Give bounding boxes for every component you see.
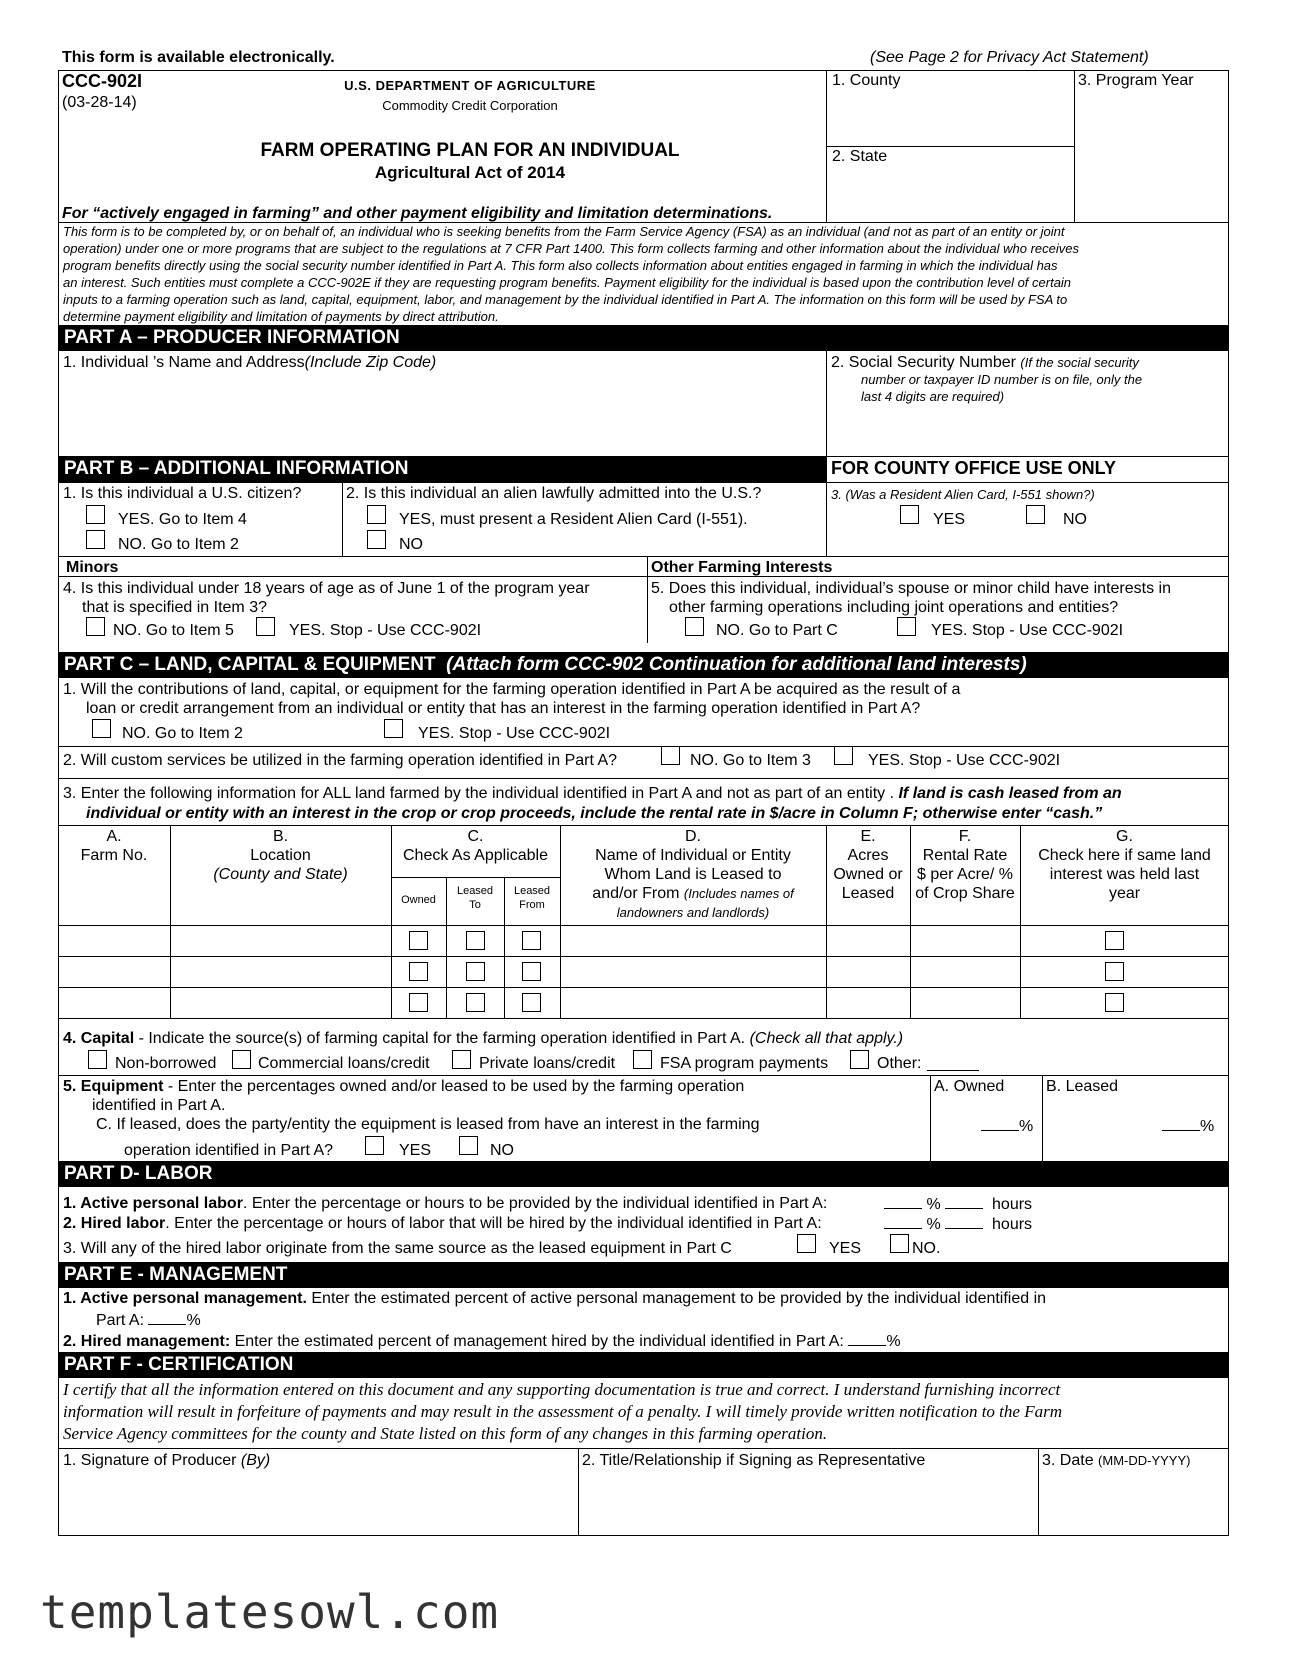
q-custom-services: 2. Will custom services be utilized in the farming operation identified in Part A? — [63, 752, 618, 769]
card-yes-checkbox[interactable] — [900, 505, 919, 524]
col-c-leased-from: Leased From — [513, 885, 551, 911]
q-active-labor: 1. Active personal labor. Enter the percentage or hours to be provided by the individual identified in Part A: — [63, 1195, 828, 1212]
intro-line-1: This form is to be completed by, or on behalf of, an individual who is seeking benefits from the Farm Service Agency (FSA) as an individual (and not as part of an entity or joint — [63, 224, 1065, 239]
labor-source-no-label: NO. — [912, 1240, 941, 1257]
agency-name: U.S. DEPARTMENT OF AGRICULTURE — [344, 78, 596, 93]
part-e-heading: PART E - MANAGEMENT — [59, 1262, 1228, 1288]
q-active-management: 1. Active personal management. Enter the estimated percent of active personal management to be provided by the individual identified in — [63, 1290, 1047, 1307]
col-b-note: (County and State) — [213, 866, 348, 883]
labor-source-yes-checkbox[interactable] — [797, 1234, 816, 1253]
intro-line-3: program benefits directly using the social security number identified in Part A. This form also collects information about entities engaged in farming in which the individual has — [63, 258, 1058, 273]
q-equipment-2: identified in Part A. — [92, 1097, 226, 1114]
form-subtitle: Agricultural Act of 2014 — [374, 163, 566, 182]
custom-no-checkbox[interactable] — [661, 746, 680, 765]
q-loan-1: 1. Will the contributions of land, capital, or equipment for the farming operation identified in Part A be acquired as the result of a — [63, 681, 961, 698]
col-d-note: landowners and landlords) — [616, 905, 770, 920]
part-f-heading: PART F - CERTIFICATION — [59, 1352, 1228, 1378]
capital-other-checkbox[interactable] — [850, 1050, 869, 1069]
minor-no-label: NO. Go to Item 5 — [113, 622, 234, 639]
form-date: (03-28-14) — [62, 94, 137, 111]
capital-fsa-checkbox[interactable] — [633, 1050, 652, 1069]
active-management-input[interactable]: Part A: % — [96, 1312, 201, 1329]
intro-line-4: an interest. Such entities must complete a CCC-902E if they are requesting program benefits. Payment eligibility for the individual is based upon the contribution level of certain — [63, 275, 1072, 290]
row1-leased-to-checkbox[interactable] — [466, 931, 485, 950]
part-c-heading: PART C – LAND, CAPITAL & EQUIPMENT (Attach form CCC-902 Continuation for additional land interests) — [59, 652, 1228, 678]
form-title: FARM OPERATING PLAN FOR AN INDIVIDUAL — [260, 140, 680, 161]
equipment-yes-label: YES — [399, 1142, 432, 1159]
row2-leased-to-checkbox[interactable] — [466, 962, 485, 981]
equipment-owned-pct[interactable]: % — [981, 1116, 1033, 1136]
ssn-note-2: number or taxpayer ID number is on file, only the — [861, 372, 1143, 387]
interests-yes-checkbox[interactable] — [897, 617, 916, 636]
ssn-label: 2. Social Security Number (If the social security — [831, 354, 1139, 371]
sub-agency: Commodity Credit Corporation — [382, 98, 558, 113]
col-c-leased-to: Leased To — [456, 885, 494, 911]
col-e-l2: Owned or — [833, 866, 903, 883]
minors-heading: Minors — [66, 559, 119, 576]
col-g-l3: year — [1108, 885, 1141, 902]
col-b-letter: B. — [272, 828, 289, 845]
col-c-owned: Owned — [401, 894, 436, 906]
q-land-1: 3. Enter the following information for ALL land farmed by the individual identified in Part A and not as part of an entity . If land is cash leased from an — [63, 785, 1122, 802]
equipment-leased-pct[interactable]: % — [1162, 1116, 1214, 1136]
capital-commercial-checkbox[interactable] — [232, 1050, 251, 1069]
col-a-label: Farm No. — [80, 847, 148, 864]
ssn-note-3: last 4 digits are required) — [861, 389, 1005, 404]
q-interests-2: other farming operations including joint operations and entities? — [669, 599, 1119, 616]
col-f-letter: F. — [958, 828, 972, 845]
col-c-label: Check As Applicable — [403, 847, 548, 864]
citizen-no-checkbox[interactable] — [86, 530, 105, 549]
form-id: CCC-902I — [62, 71, 143, 91]
alien-no-checkbox[interactable] — [367, 530, 386, 549]
capital-commercial-label: Commercial loans/credit — [258, 1055, 430, 1072]
active-labor-inputs[interactable]: % hours — [884, 1194, 1032, 1214]
minor-yes-label: YES. Stop - Use CCC-902I — [289, 622, 482, 639]
q-equipment: 5. Equipment - Enter the percentages owned and/or leased to be used by the farming operation — [63, 1078, 745, 1095]
part-d-heading: PART D- LABOR — [59, 1161, 1228, 1187]
q-hired-management: 2. Hired management: Enter the estimated percent of management hired by the individual identified in Part A: % — [63, 1333, 901, 1350]
citizen-yes-label: YES. Go to Item 4 — [118, 511, 247, 528]
q-land-2: individual or entity with an interest in the crop or crop proceeds, include the rental rate in $/acre in Column F; otherwise enter “cash.” — [86, 805, 1103, 822]
col-d-l1: Name of Individual or Entity — [595, 847, 791, 864]
county-office-heading: FOR COUNTY OFFICE USE ONLY — [831, 458, 1117, 478]
equipment-no-label: NO — [490, 1142, 514, 1159]
col-e-l1: Acres — [847, 847, 889, 864]
q-alien: 2. Is this individual an alien lawfully admitted into the U.S.? — [346, 485, 762, 502]
citizen-no-label: NO. Go to Item 2 — [118, 536, 239, 553]
interests-yes-label: YES. Stop - Use CCC-902I — [931, 622, 1124, 639]
alien-yes-checkbox[interactable] — [367, 505, 386, 524]
minor-no-checkbox[interactable] — [86, 617, 105, 636]
col-a-letter: A. — [106, 828, 122, 845]
capital-private-checkbox[interactable] — [452, 1050, 471, 1069]
alien-no-label: NO — [399, 536, 423, 553]
card-no-checkbox[interactable] — [1026, 505, 1045, 524]
q-equipment-c1: C. If leased, does the party/entity the equipment is leased from have an interest in the farming — [96, 1116, 760, 1133]
col-b-label: Location — [250, 847, 311, 864]
row2-owned-checkbox[interactable] — [409, 962, 428, 981]
q-equipment-c2: operation identified in Part A? — [124, 1142, 334, 1159]
citizen-yes-checkbox[interactable] — [86, 505, 105, 524]
col-g-letter: G. — [1116, 828, 1133, 845]
row3-leased-to-checkbox[interactable] — [466, 993, 485, 1012]
county-field[interactable]: 1. County — [832, 72, 901, 89]
intro-line-2: operation) under one or more programs that are subject to the regulations at 7 CFR Part 1400. This form collects farming and other information about the individual who receives — [63, 241, 1079, 256]
col-e-l3: Leased — [841, 885, 895, 902]
capital-nonborrowed-checkbox[interactable] — [88, 1050, 107, 1069]
title-relationship-field[interactable]: 2. Title/Relationship if Signing as Representative — [582, 1452, 926, 1469]
loan-no-label: NO. Go to Item 2 — [122, 725, 243, 742]
card-no-label: NO — [1063, 511, 1087, 528]
part-b-heading: PART B – ADDITIONAL INFORMATION — [59, 456, 827, 482]
row2-leased-from-checkbox[interactable] — [522, 962, 541, 981]
row3-owned-checkbox[interactable] — [409, 993, 428, 1012]
name-address-label: 1. Individual ’s Name and Address(Include Zip Code) — [63, 354, 437, 371]
equipment-owned-label: A. Owned — [934, 1078, 1005, 1095]
loan-no-checkbox[interactable] — [92, 719, 111, 738]
q-minor-2: that is specified in Item 3? — [82, 599, 267, 616]
watermark: templatesowl.com — [40, 1585, 500, 1639]
equipment-no-checkbox[interactable] — [459, 1136, 478, 1155]
q-interests-1: 5. Does this individual, individual’s spouse or minor child have interests in — [651, 580, 1171, 597]
row1-owned-checkbox[interactable] — [409, 931, 428, 950]
card-yes-label: YES — [933, 511, 966, 528]
capital-private-label: Private loans/credit — [479, 1055, 616, 1072]
col-f-l3: of Crop Share — [915, 885, 1015, 902]
custom-yes-checkbox[interactable] — [834, 746, 853, 765]
interests-no-checkbox[interactable] — [685, 617, 704, 636]
q-capital: 4. Capital - Indicate the source(s) of farming capital for the farming operation identified in Part A. (Check all that apply.) — [63, 1030, 904, 1047]
intro-line-5: inputs to a farming operation such as land, capital, equipment, labor, and management by the individual identified in Part A. The information on this form will be used by FSA to — [63, 292, 1068, 307]
labor-source-no-checkbox[interactable] — [890, 1234, 909, 1253]
equipment-leased-label: B. Leased — [1046, 1078, 1119, 1095]
date-field[interactable]: 3. Date (MM-DD-YYYY) — [1042, 1452, 1191, 1469]
custom-yes-label: YES. Stop - Use CCC-902I — [868, 752, 1061, 769]
col-g-l2: interest was held last — [1049, 866, 1200, 883]
labor-source-yes-label: YES — [829, 1240, 862, 1257]
col-e-letter: E. — [860, 828, 876, 845]
purpose-statement: For “actively engaged in farming” and other payment eligibility and limitation determinations. — [62, 205, 773, 222]
col-d-letter: D. — [685, 828, 701, 845]
cert-line-2: information will result in forfeiture of payments and may result in the assessment of a penalty. I will timely provide written notification to the Farm — [63, 1402, 1062, 1421]
q-hired-labor: 2. Hired labor. Enter the percentage or hours of labor that will be hired by the individual identified in Part A: — [63, 1215, 822, 1232]
other-interests-heading: Other Farming Interests — [651, 559, 833, 576]
capital-nonborrowed-label: Non-borrowed — [115, 1055, 217, 1072]
col-c-letter: C. — [467, 828, 484, 845]
col-d-l2: Whom Land is Leased to — [604, 866, 782, 883]
state-field[interactable]: 2. State — [832, 148, 888, 165]
q-resident-card: 3. (Was a Resident Alien Card, I-551 shown?) — [831, 487, 1095, 502]
row1-leased-from-checkbox[interactable] — [522, 931, 541, 950]
intro-line-6: determine payment eligibility and limitation of payments by direct attribution. — [63, 309, 499, 324]
row2-same-land-checkbox[interactable] — [1105, 962, 1124, 981]
custom-no-label: NO. Go to Item 3 — [690, 752, 811, 769]
col-g-l1: Check here if same land — [1038, 847, 1211, 864]
q-citizen: 1. Is this individual a U.S. citizen? — [63, 485, 302, 502]
interests-no-label: NO. Go to Part C — [716, 622, 838, 639]
privacy-note: (See Page 2 for Privacy Act Statement) — [870, 49, 1149, 66]
equipment-yes-checkbox[interactable] — [365, 1136, 384, 1155]
signature-field[interactable]: 1. Signature of Producer (By) — [63, 1452, 271, 1469]
cert-line-1: I certify that all the information entered on this document and any supporting documentation is true and correct. I understand furnishing incorrect — [63, 1380, 1061, 1399]
q-minor-1: 4. Is this individual under 18 years of age as of June 1 of the program year — [63, 580, 590, 597]
col-f-l2: $ per Acre/ % — [916, 866, 1014, 883]
hired-labor-inputs[interactable]: % hours — [884, 1214, 1032, 1234]
loan-yes-checkbox[interactable] — [384, 719, 403, 738]
minor-yes-checkbox[interactable] — [256, 617, 275, 636]
availability-note: This form is available electronically. — [62, 49, 335, 66]
alien-yes-label: YES, must present a Resident Alien Card (I-551). — [399, 511, 748, 528]
loan-yes-label: YES. Stop - Use CCC-902I — [418, 725, 611, 742]
col-f-l1: Rental Rate — [922, 847, 1008, 864]
q-labor-source: 3. Will any of the hired labor originate from the same source as the leased equipment in Part C — [63, 1240, 732, 1257]
cert-line-3: Service Agency committees for the county and State listed on this form of any changes in this farming operation. — [63, 1424, 828, 1443]
part-a-heading: PART A – PRODUCER INFORMATION — [59, 325, 1228, 351]
program-year-field[interactable]: 3. Program Year — [1078, 72, 1194, 89]
capital-fsa-label: FSA program payments — [660, 1055, 829, 1072]
q-loan-2: loan or credit arrangement from an individual or entity that has an interest in the farming operation identified in Part A? — [86, 700, 921, 717]
col-d-l3: and/or From (Includes names of — [592, 885, 794, 902]
row3-leased-from-checkbox[interactable] — [522, 993, 541, 1012]
capital-other-label: Other: — [877, 1055, 922, 1072]
row1-same-land-checkbox[interactable] — [1105, 931, 1124, 950]
row3-same-land-checkbox[interactable] — [1105, 993, 1124, 1012]
